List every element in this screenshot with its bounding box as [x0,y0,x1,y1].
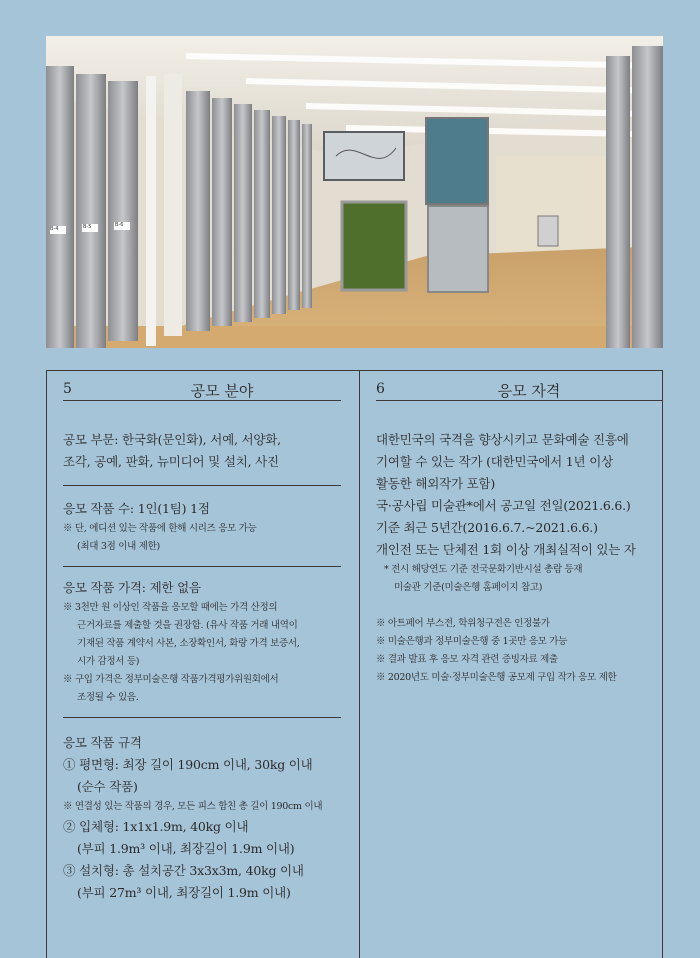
category-block [63,401,341,486]
price-note: 근거자료를 제출할 것을 권장함. (유사 작품 거래 내역이 [77,620,298,631]
category-line: 공모 부문: 한국화(문인화), 서예, 서양화, [63,432,281,447]
eligibility-line: 국·공사립 미술관*에서 공고일 전일(2021.6.6.) [376,498,631,513]
eligibility-note: ※ 2020년도 미술·정부미술은행 공모제 구입 작가 응모 제한 [376,672,617,683]
spec-solid: ② 입체형: 1x1x1.9m, 40kg 이내 [63,819,249,834]
storage-room-photo [46,36,663,348]
eligibility-line: 기여할 수 있는 작가 (대한민국에서 1년 이상 [376,454,613,469]
spec-install: ③ 설치형: 총 설치공간 3x3x3m, 40kg 이내 [63,863,304,878]
category-line: 조각, 공예, 판화, 뉴미디어 및 설치, 사진 [63,454,279,469]
section-title: 공모 분야 [190,382,254,400]
section-header [376,371,662,401]
spec-solid-sub: (부피 1.9m³ 이내, 최장길이 1.9m 이내) [77,841,295,856]
section-header [63,371,341,401]
spec-flat-sub: (순수 작품) [77,779,138,794]
eligibility-note: ※ 결과 발표 후 응모 자격 관련 증빙자료 제출 [376,654,558,665]
section-number: 6 [376,381,385,397]
price-note: ※ 3천만 원 이상인 작품을 응모할 때에는 가격 산정의 [63,602,278,613]
price-block [63,567,341,718]
section-number: 5 [63,381,72,397]
price-note: 시가 감정서 등) [77,656,140,667]
star-note: * 전시 해당연도 기준 전국문화기반시설 총람 등재 [384,564,583,575]
section-eligibility [359,370,663,958]
eligibility-line: 대한민국의 국격을 향상시키고 문화예술 진흥에 [376,432,629,447]
price-note: ※ 구입 가격은 정부미술은행 작품가격평가위원회에서 [63,674,279,685]
eligibility-line: 기준 최근 5년간(2016.6.7.~2021.6.6.) [376,520,598,535]
eligibility-line: 개인전 또는 단체전 1회 이상 개최실적이 있는 자 [376,542,636,557]
star-note: 미술관 기준(미술은행 홈페이지 참고) [394,582,543,593]
count-block [63,486,341,567]
spec-flat-note: ※ 연결성 있는 작품의 경우, 모든 피스 합친 총 길이 190cm 이내 [63,801,323,812]
spec-title: 응모 작품 규격 [63,735,142,750]
eligibility-line: 활동한 해외작가 포함) [376,476,496,491]
eligibility-note: ※ 미술은행과 정부미술은행 중 1곳만 응모 가능 [376,636,568,647]
rack-label: B-6 [115,222,124,228]
rack-label: B-4 [50,226,59,232]
count-note: (최대 3점 이내 제한) [77,541,160,552]
spec-install-sub: (부피 27m³ 이내, 최장길이 1.9m 이내) [77,885,291,900]
spec-block [63,718,341,904]
eligibility-note: ※ 아트페어 부스전, 학위청구전은 인정불가 [376,618,550,629]
price-main: 응모 작품 가격: 제한 없음 [63,580,201,595]
section-title: 응모 자격 [497,382,561,400]
eligibility-text [376,401,648,597]
count-main: 응모 작품 수: 1인(1팀) 1점 [63,501,210,516]
price-note: 기재된 작품 계약서 사본, 소장확인서, 화랑 가격 보증서, [77,638,300,649]
price-note: 조정될 수 있음. [77,692,139,703]
spec-flat: ① 평면형: 최장 길이 190cm 이내, 30kg 이내 [63,757,313,772]
rack-label: B-5 [83,224,92,230]
eligibility-notes [376,597,648,687]
section-eligible-categories [46,370,359,958]
count-note: ※ 단, 에디션 있는 작품에 한해 시리즈 응모 가능 [63,523,257,534]
